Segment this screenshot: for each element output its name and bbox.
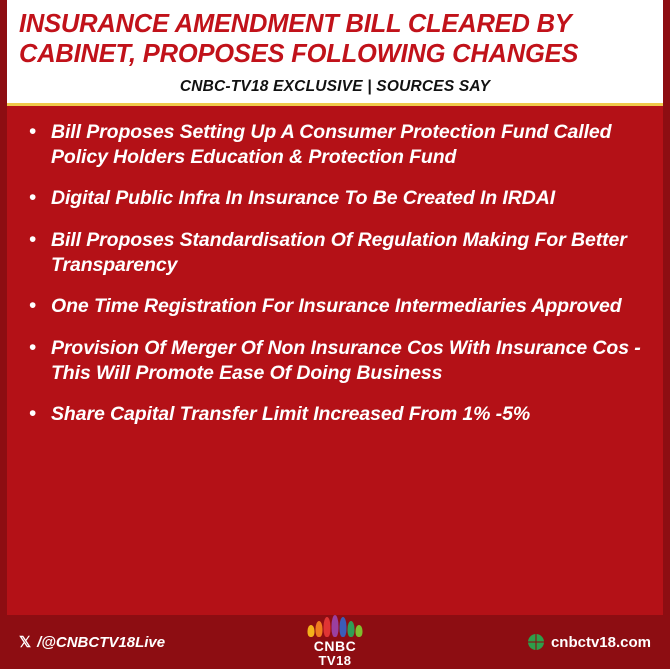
list-item-text: Provision Of Merger Of Non Insurance Cos With Insurance Cos - This Will Promote Ease Of Doing Business (51, 336, 641, 385)
x-twitter-icon: 𝕏 (19, 633, 32, 651)
social-handle-text: /@CNBCTV18Live (37, 633, 166, 651)
bullet-marker-icon: • (29, 186, 37, 210)
globe-icon (528, 634, 544, 650)
bullet-list (7, 106, 663, 615)
website-text: cnbctv18.com (550, 633, 651, 651)
list-item (29, 120, 647, 171)
subheadline: CNBC-TV18 EXCLUSIVE | SOURCES SAY (179, 77, 491, 95)
page-title: INSURANCE AMENDMENT BILL CLEARED BY CABINET, PROPOSES FOLLOWING CHANGES (19, 10, 579, 68)
list-item-text: Bill Proposes Setting Up A Consumer Protection Fund Called Policy Holders Education & Protection Fund (51, 120, 612, 168)
list-item-text: Share Capital Transfer Limit Increased From 1% -5% (51, 403, 531, 426)
list-item (29, 228, 647, 279)
list-item (29, 402, 647, 427)
list-item-text: Bill Proposes Standardisation Of Regulation Making For Better Transparency (51, 228, 627, 277)
footer-bar (7, 615, 663, 669)
list-item (29, 186, 647, 211)
list-item (29, 336, 647, 387)
cnbc-tv18-logo (308, 615, 363, 667)
website-group[interactable] (528, 634, 651, 651)
brand-sub-name: TV18 (318, 652, 352, 668)
bullet-marker-icon: • (29, 335, 37, 359)
bullet-marker-icon: • (29, 227, 37, 251)
bullet-marker-icon: • (29, 119, 37, 143)
list-item-text: One Time Registration For Insurance Intermediaries Approved (51, 295, 622, 318)
peacock-icon (308, 615, 363, 637)
list-item (29, 294, 647, 319)
bullet-marker-icon: • (29, 294, 37, 318)
subheadline-container (7, 78, 663, 103)
list-item-text: Digital Public Infra In Insurance To Be Created In IRDAI (51, 187, 556, 210)
social-handle-group[interactable] (19, 634, 165, 651)
bullet-marker-icon: • (29, 402, 37, 426)
brand-name: CNBC (313, 638, 357, 655)
headline-container (7, 0, 663, 78)
